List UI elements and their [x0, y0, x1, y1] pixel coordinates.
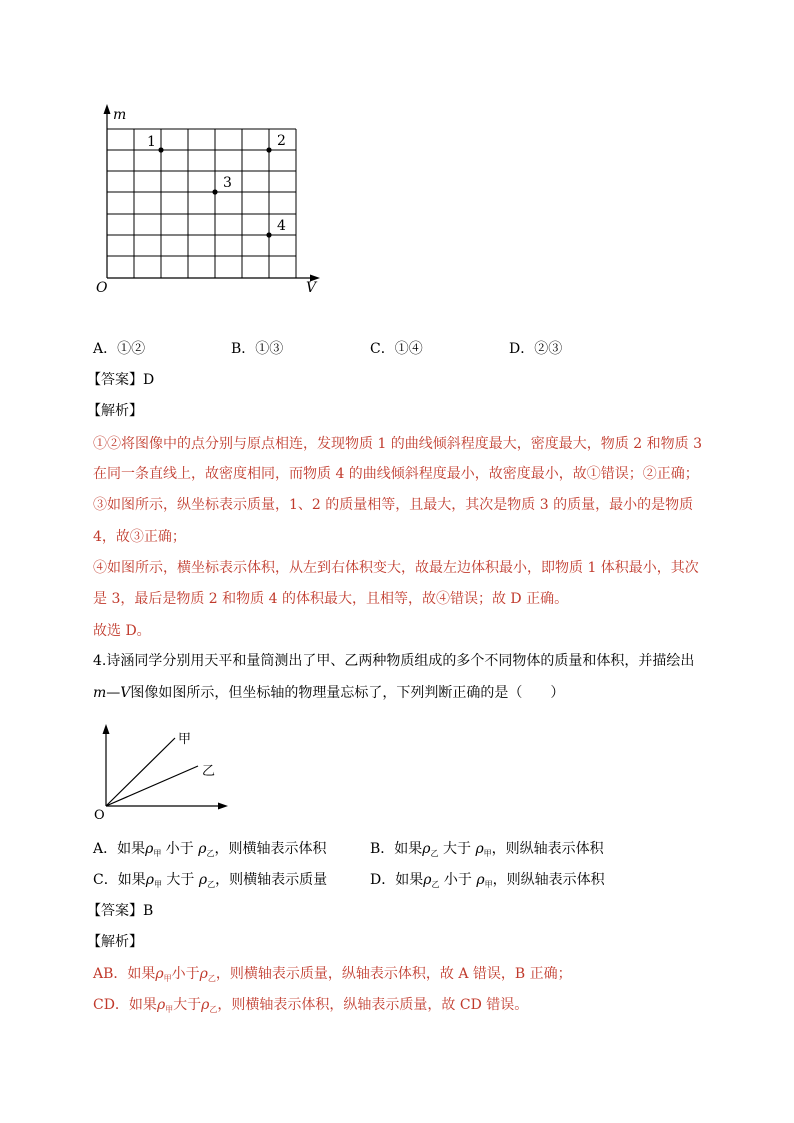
q4-analysis-cd	[93, 995, 528, 1017]
x-axis-label: V	[306, 280, 317, 296]
axes	[104, 104, 321, 282]
subscript: 甲	[484, 880, 493, 889]
option-letter: C．	[93, 872, 118, 888]
q3-analysis-title: 【解析】	[87, 403, 143, 419]
line-jia	[106, 738, 175, 806]
option-text: ，则横轴表示体积	[214, 841, 327, 857]
rho-symbol: ρ	[198, 872, 208, 888]
option-text: ②③	[534, 341, 563, 357]
q3-option-a[interactable]	[93, 339, 145, 359]
data-points	[147, 133, 286, 238]
option-letter: A．	[93, 341, 118, 357]
analysis-text: AB．如果	[93, 966, 156, 982]
option-text: ①④	[394, 341, 423, 357]
subscript: 甲	[153, 849, 162, 858]
subscript: 甲	[153, 880, 162, 889]
option-text: ①③	[255, 341, 284, 357]
data-point-label: 2	[277, 133, 286, 149]
q3-option-c[interactable]	[370, 339, 423, 359]
rho-symbol: ρ	[475, 841, 484, 857]
mv-grid-figure	[90, 100, 330, 300]
q3-answer: 【答案】D	[87, 372, 155, 388]
option-text: 大于	[438, 841, 476, 857]
q3-analysis-line: 4，故③正确；	[93, 529, 186, 545]
q4-stem-line1: 4.诗涵同学分别用天平和量筒测出了甲、乙两种物质组成的多个不同物体的质量和体积，并描绘出	[93, 653, 695, 669]
q4-stem-line2	[93, 683, 564, 703]
rho-symbol: ρ	[199, 966, 208, 982]
stem-rest: 图像如图所示，但坐标轴的物理量忘标了，下列判断正确的是（ ）	[130, 685, 565, 701]
subscript: 乙	[209, 1005, 218, 1014]
subscript: 乙	[430, 849, 439, 858]
rho-symbol: ρ	[201, 997, 210, 1013]
m-symbol: m	[93, 685, 107, 701]
v-symbol: V	[120, 685, 131, 701]
option-text: 如果	[395, 872, 424, 888]
data-point-3	[212, 189, 217, 194]
q4-option-a[interactable]	[93, 839, 327, 861]
subscript: 乙	[207, 880, 216, 889]
q3-analysis-line: ④如图所示，横坐标表示体积，从左到右体积变大，故最左边体积最小，即物质 1 体积最小，其次	[93, 560, 699, 576]
q4-answer: 【答案】B	[87, 903, 154, 919]
option-letter: B．	[231, 341, 256, 357]
line-jia-label: 甲	[178, 732, 192, 747]
analysis-text: 大于	[173, 997, 202, 1013]
option-text: ，则横轴表示质量	[215, 872, 328, 888]
option-text: 小于	[161, 841, 199, 857]
q3-conclusion: 故选 D。	[93, 623, 151, 639]
data-point-2	[266, 147, 271, 152]
line-yi-label: 乙	[202, 764, 216, 779]
line-yi	[106, 766, 198, 806]
rho-symbol: ρ	[156, 997, 166, 1013]
rho-symbol: ρ	[155, 966, 164, 982]
q4-option-d[interactable]	[370, 870, 605, 892]
q4-analysis-title: 【解析】	[87, 934, 143, 950]
subscript: 甲	[163, 974, 172, 983]
subscript: 乙	[431, 880, 440, 889]
option-text: 如果	[394, 841, 423, 857]
y-axis-label: m	[113, 107, 127, 123]
subscript: 甲	[165, 1005, 174, 1014]
data-point-1	[158, 147, 163, 152]
subscript: 甲	[483, 849, 492, 858]
option-text: ，则纵轴表示体积	[492, 872, 605, 888]
rho-symbol: ρ	[145, 872, 154, 888]
subscript: 乙	[206, 849, 215, 858]
analysis-text: ，则横轴表示体积，纵轴表示质量，故 CD 错误。	[217, 997, 529, 1013]
rho-symbol: ρ	[198, 841, 207, 857]
data-point-label: 4	[277, 218, 286, 234]
q4-lines-figure	[90, 720, 240, 830]
q4-option-c[interactable]	[93, 870, 327, 892]
analysis-text: CD．如果	[93, 997, 157, 1013]
option-letter: B．	[370, 841, 395, 857]
origin-label: O	[94, 808, 105, 823]
option-letter: A．	[93, 841, 118, 857]
option-text: 如果	[117, 841, 146, 857]
rho-symbol: ρ	[423, 872, 432, 888]
rho-symbol: ρ	[476, 872, 485, 888]
q3-analysis-line: 在同一条直线上，故密度相同，而物质 4 的曲线倾斜程度最小，故密度最小，故①错误；②正确；	[93, 466, 699, 482]
data-point-4	[266, 232, 271, 237]
option-text: 大于	[161, 872, 199, 888]
q3-analysis-line: ③如图所示，纵坐标表示质量，1、2 的质量相等，且最大，其次是物质 3 的质量，最小的是物质	[93, 497, 694, 513]
data-point-label: 1	[147, 134, 156, 150]
dash: —	[106, 685, 121, 701]
option-letter: C．	[370, 341, 395, 357]
option-letter: D．	[509, 341, 535, 357]
q3-option-b[interactable]	[231, 339, 283, 359]
rho-symbol: ρ	[145, 841, 154, 857]
subscript: 乙	[207, 974, 216, 983]
option-text: ，则纵轴表示体积	[491, 841, 604, 857]
q3-analysis-line: 是 3，最后是物质 2 和物质 4 的体积最大，且相等，故④错误；故 D 正确。	[93, 591, 569, 607]
option-text: ①②	[117, 341, 146, 357]
option-letter: D．	[370, 872, 396, 888]
q3-analysis-line: ①②将图像中的点分别与原点相连，发现物质 1 的曲线倾斜程度最大，密度最大，物质 2 和物质 3	[93, 436, 702, 452]
rho-symbol: ρ	[422, 841, 431, 857]
analysis-text: ，则横轴表示质量，纵轴表示体积，故 A 错误，B 正确；	[215, 966, 572, 982]
q3-option-d[interactable]	[509, 339, 562, 359]
analysis-text: 小于	[171, 966, 200, 982]
data-point-label: 3	[223, 175, 232, 191]
q4-analysis-ab	[93, 964, 572, 986]
origin-label: O	[96, 280, 108, 296]
option-text: 小于	[439, 872, 477, 888]
q4-option-b[interactable]	[370, 839, 604, 861]
option-text: 如果	[117, 872, 146, 888]
